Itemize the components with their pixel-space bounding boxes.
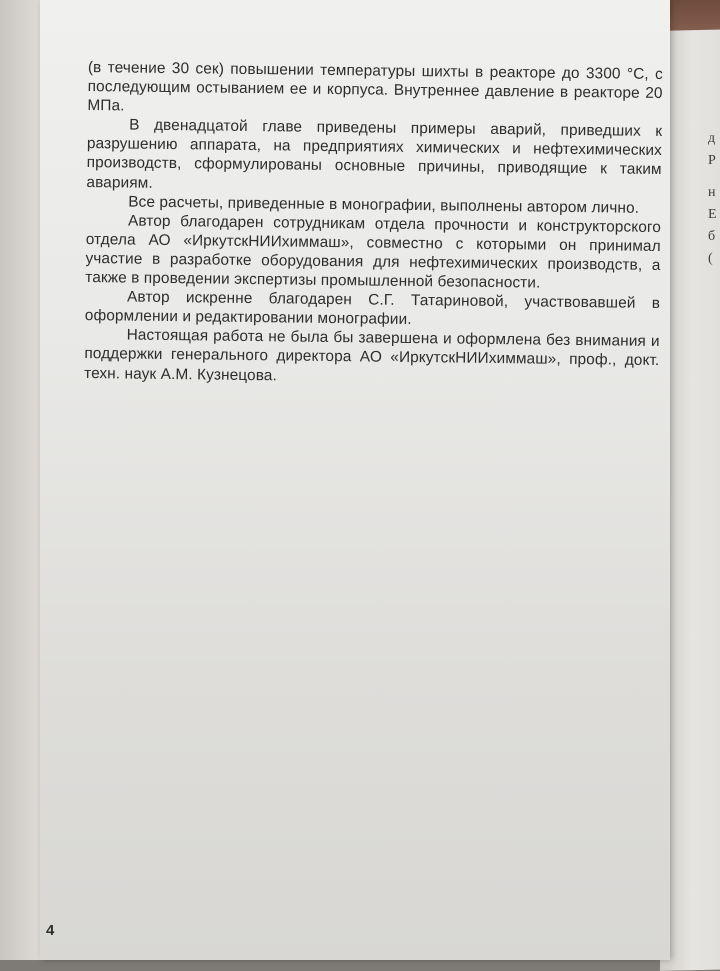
paragraph-calculations: Все расчеты, приведенные в монографии, выполнены автором лично. (128, 193, 640, 217)
paragraph-thanks-departments: Автор благодарен сотрудникам отдела прочности и конструкторского отдела АО «ИркутскНИИхиммаш», совместно с которыми он принимал участие в разработке оборудования для нефтехимических производств, а также в проведении экспертизы промышленной безопасности. (85, 212, 662, 292)
book-page (40, 0, 670, 960)
paragraph-chapter-twelve: В двенадцатой главе приведены примеры аварий, приведших к разрушению аппарата, на предприятиях химических и нефтехимических производств, сформулированы основные причины, приводящие к таким авариям. (86, 116, 663, 192)
paragraph-thanks-director: Настоящая работа не была бы завершена и оформлена без внимания и поддержки генерального директора АО «ИркутскНИИхиммаш», проф., докт. техн. наук А.М. Кузнецова. (84, 326, 660, 384)
paragraph-reactor-conditions: (в течение 30 сек) повышении температуры шихты в реакторе до 3300 °С, с последующим остыванием ее и корпуса. Внутреннее давление в реакторе 20 МПа. (87, 58, 663, 115)
next-page-fragment: Р (708, 153, 716, 168)
next-page-fragment: н (708, 185, 716, 200)
next-page-text-fragments (708, 128, 720, 270)
page-number: 4 (46, 922, 55, 939)
next-page-fragment: б (708, 229, 716, 244)
next-page-fragment: д (708, 131, 716, 146)
next-page-fragment: Е (708, 207, 717, 222)
next-page-fragment: ( (708, 251, 713, 266)
paragraph-thanks-tatarinova: Автор искренне благодарен С.Г. Татариновой, участвовавшей в оформлении и редактировании монографии. (84, 288, 661, 329)
previous-page-edge (0, 0, 40, 960)
body-text (84, 58, 663, 390)
